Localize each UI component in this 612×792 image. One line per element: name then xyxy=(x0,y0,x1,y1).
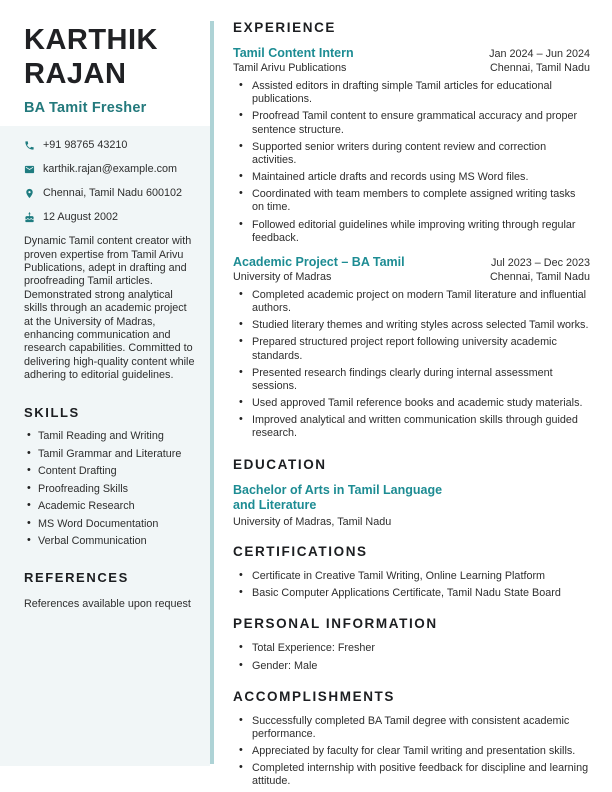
skills-heading: SKILLS xyxy=(24,405,80,421)
certifications-list xyxy=(233,570,590,600)
references-heading: REFERENCES xyxy=(24,570,129,586)
accomplishments-heading: ACCOMPLISHMENTS xyxy=(233,688,395,704)
section-accomplishments xyxy=(233,689,590,789)
job-title: Tamil Content Intern xyxy=(233,46,354,60)
job-dates: Jan 2024 – Jun 2024 xyxy=(489,48,590,60)
job-bullet-item: • Followed editorial guidelines while improving writing through regular feedback. xyxy=(233,219,590,245)
contact-row-phone xyxy=(24,139,196,151)
job-bullet-item: • Presented research findings clearly during internal assessment sessions. xyxy=(233,367,590,393)
job-company: University of Madras xyxy=(233,270,332,283)
phone-text: +91 98765 43210 xyxy=(43,139,128,152)
sidebar-body xyxy=(0,126,210,766)
accomplishment-item: • Completed internship with positive feedback for discipline and learning attitude. xyxy=(233,762,590,788)
job-bullet-item: • Improved analytical and written communication skills through guided research. xyxy=(233,414,590,440)
sidebar xyxy=(0,0,210,792)
job-bullet-item: • Completed academic project on modern Tamil literature and influential authors. xyxy=(233,289,590,315)
candidate-title: BA Tamit Fresher xyxy=(24,100,147,117)
candidate-name: KARTHIK RAJAN xyxy=(24,24,158,90)
section-education xyxy=(233,457,590,529)
job-bullet-item: • Assisted editors in drafting simple Tamil articles for educational publications. xyxy=(233,80,590,106)
job-location: Chennai, Tamil Nadu xyxy=(489,62,590,74)
column-divider xyxy=(210,21,214,764)
email-text: karthik.rajan@example.com xyxy=(43,163,177,176)
accomplishment-item: • Successfully completed BA Tamil degree with consistent academic performance. xyxy=(233,715,590,741)
job-bullet-item: • Used approved Tamil reference books and academic study materials. xyxy=(233,397,590,410)
contact-row-birthday xyxy=(24,211,196,223)
contact-row-location xyxy=(24,187,196,199)
sidebar-header xyxy=(0,0,210,126)
education-heading: EDUCATION xyxy=(233,456,327,472)
skill-item: • Tamil Grammar and Literature xyxy=(24,448,196,460)
degree-title: Bachelor of Arts in Tamil Language and Literature xyxy=(233,482,443,512)
birthday-icon xyxy=(24,212,35,223)
location-text: Chennai, Tamil Nadu 600102 xyxy=(43,187,183,200)
experience-heading: EXPERIENCE xyxy=(233,20,337,35)
job-bullet-item: • Studied literary themes and writing styles across selected Tamil works. xyxy=(233,319,590,332)
job-bullet-item: • Coordinated with team members to complete assigned writing tasks on time. xyxy=(233,188,590,214)
contact-row-email xyxy=(24,163,196,175)
section-personal-information xyxy=(233,616,590,672)
phone-icon xyxy=(24,140,35,151)
references-text: References available upon request xyxy=(24,598,191,611)
personal-information-item: • Gender: Male xyxy=(233,660,590,673)
job-dates: Jul 2023 – Dec 2023 xyxy=(490,256,590,269)
school-name: University of Madras, Tamil Nadu xyxy=(233,516,392,529)
certification-item: • Certificate in Creative Tamil Writing, Online Learning Platform xyxy=(233,570,590,583)
job-company: Tamil Arivu Publications xyxy=(233,62,347,74)
main-column xyxy=(210,0,612,792)
profile-summary: Dynamic Tamil content creator with proven expertise from Tamil Arivu Publications, adept in drafting and proofreading Tamil articles. Demonstrated strong analytical skills through an academic project at the University of Madras, enhancing communication and research capabilities. Committed to delivering high-quality content while adhering to editorial guidelines. xyxy=(24,235,195,381)
email-icon xyxy=(24,164,35,175)
job-bullet-item: • Proofread Tamil content to ensure grammatical accuracy and proper sentence structure. xyxy=(233,110,590,136)
personal-information-list xyxy=(233,642,590,672)
skill-item: • Proofreading Skills xyxy=(24,483,196,495)
section-certifications xyxy=(233,544,590,600)
job-entry xyxy=(233,46,590,245)
accomplishments-list xyxy=(233,715,590,789)
job-bullet-item: • Supported senior writers during content review and correction activities. xyxy=(233,141,590,167)
skill-item: • Academic Research xyxy=(24,500,196,512)
birthday-text: 12 August 2002 xyxy=(43,211,119,224)
skill-item: • MS Word Documentation xyxy=(24,518,196,530)
certification-item: • Basic Computer Applications Certificate, Tamil Nadu State Board xyxy=(233,587,590,600)
job-bullets xyxy=(233,289,590,441)
location-icon xyxy=(24,188,35,199)
personal-information-heading: PERSONAL INFORMATION xyxy=(233,616,438,632)
accomplishment-item: • Appreciated by faculty for clear Tamil writing and presentation skills. xyxy=(233,745,590,758)
skill-item: • Verbal Communication xyxy=(24,535,196,547)
skill-item: • Content Drafting xyxy=(24,465,196,477)
section-experience xyxy=(233,20,590,441)
personal-information-item: • Total Experience: Fresher xyxy=(233,642,590,655)
certifications-heading: CERTIFICATIONS xyxy=(233,544,368,560)
job-bullet-item: • Maintained article drafts and records using MS Word files. xyxy=(233,171,590,184)
job-title: Academic Project – BA Tamil xyxy=(233,254,405,269)
job-entry xyxy=(233,255,590,441)
skill-item: • Tamil Reading and Writing xyxy=(24,430,196,442)
skills-list xyxy=(24,430,196,547)
job-location: Chennai, Tamil Nadu xyxy=(489,270,590,283)
job-bullet-item: • Prepared structured project report following university academic standards. xyxy=(233,336,590,362)
job-bullets xyxy=(233,80,590,245)
